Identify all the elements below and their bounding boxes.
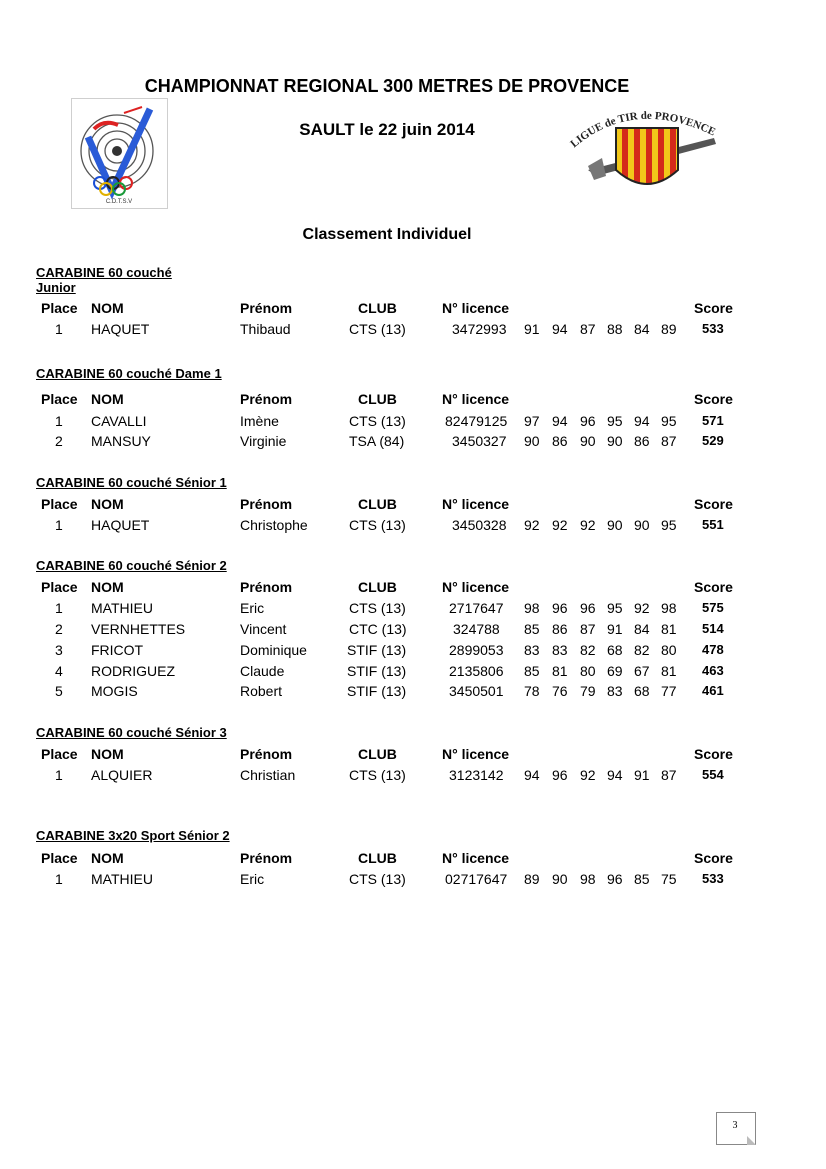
series-6: 95 — [661, 517, 677, 533]
total-score: 551 — [702, 517, 724, 532]
col-nom: NOM — [91, 391, 124, 407]
place-cell: 1 — [55, 321, 63, 337]
series-2: 94 — [552, 321, 568, 337]
page-title: CHAMPIONNAT REGIONAL 300 METRES DE PROVENCE — [144, 76, 630, 96]
total-score: 463 — [702, 663, 724, 678]
section-title: CARABINE 60 couché Sénior 2 — [36, 558, 227, 573]
col-nom: NOM — [91, 746, 124, 762]
prenom-cell: Robert — [240, 683, 283, 699]
series-6: 80 — [661, 642, 677, 658]
series-4: 96 — [607, 871, 623, 887]
total-score: 533 — [702, 871, 724, 886]
col-club: CLUB — [358, 300, 397, 316]
col-place: Place — [41, 391, 78, 407]
col-prenom: Prénom — [240, 496, 293, 512]
series-1: 83 — [524, 642, 540, 658]
series-5: 85 — [634, 871, 650, 887]
nom-cell: CAVALLI — [91, 413, 147, 429]
place-cell: 3 — [55, 642, 63, 658]
col-place: Place — [41, 850, 78, 866]
col-club: CLUB — [358, 579, 397, 595]
series-5: 84 — [634, 321, 650, 337]
prenom-cell: Virginie — [240, 433, 287, 449]
place-cell: 1 — [55, 767, 63, 783]
col-club: CLUB — [358, 850, 397, 866]
place-cell: 1 — [55, 600, 63, 616]
ranking-heading: Classement Individuel — [302, 226, 472, 243]
series-6: 89 — [661, 321, 677, 337]
series-4: 91 — [607, 621, 623, 637]
prenom-cell: Christian — [240, 767, 296, 783]
series-3: 80 — [580, 663, 596, 679]
series-5: 90 — [634, 517, 650, 533]
licence-cell: 2135806 — [449, 663, 504, 679]
series-6: 87 — [661, 767, 677, 783]
series-5: 68 — [634, 683, 650, 699]
nom-cell: HAQUET — [91, 321, 150, 337]
nom-cell: VERNHETTES — [91, 621, 186, 637]
series-1: 97 — [524, 413, 540, 429]
logo-caption: C.D.T.S.V — [105, 199, 133, 205]
place-cell: 2 — [55, 433, 63, 449]
nom-cell: FRICOT — [91, 642, 144, 658]
col-club: CLUB — [358, 746, 397, 762]
series-6: 87 — [661, 433, 677, 449]
series-2: 81 — [552, 663, 568, 679]
series-3: 87 — [580, 321, 596, 337]
series-2: 86 — [552, 433, 568, 449]
section-title: CARABINE 60 couché Dame 1 — [36, 366, 222, 381]
prenom-cell: Imène — [240, 413, 279, 429]
series-3: 96 — [580, 600, 596, 616]
col-place: Place — [41, 496, 78, 512]
series-2: 90 — [552, 871, 568, 887]
series-4: 90 — [607, 433, 623, 449]
club-cell: STIF (13) — [347, 642, 407, 658]
col-score: Score — [694, 391, 733, 407]
nom-cell: MANSUY — [91, 433, 151, 449]
prenom-cell: Vincent — [240, 621, 287, 637]
col-prenom: Prénom — [240, 850, 293, 866]
series-1: 91 — [524, 321, 540, 337]
series-5: 94 — [634, 413, 650, 429]
series-4: 83 — [607, 683, 623, 699]
col-prenom: Prénom — [240, 579, 293, 595]
col-club: CLUB — [358, 391, 397, 407]
series-5: 82 — [634, 642, 650, 658]
series-1: 94 — [524, 767, 540, 783]
total-score: 514 — [702, 621, 724, 636]
logo-arc-text: LIGUE de TIR de PROVENCE — [568, 109, 718, 151]
place-cell: 4 — [55, 663, 63, 679]
series-6: 95 — [661, 413, 677, 429]
series-5: 84 — [634, 621, 650, 637]
series-6: 81 — [661, 663, 677, 679]
licence-cell: 3450501 — [449, 683, 504, 699]
col-score: Score — [694, 300, 733, 316]
total-score: 478 — [702, 642, 724, 657]
col-licence: N° licence — [442, 300, 510, 316]
section-title: CARABINE 60 couché Sénior 1 — [36, 475, 227, 490]
col-score: Score — [694, 746, 733, 762]
place-cell: 1 — [55, 413, 63, 429]
series-6: 81 — [661, 621, 677, 637]
col-score: Score — [694, 850, 733, 866]
prenom-cell: Dominique — [240, 642, 307, 658]
series-2: 96 — [552, 600, 568, 616]
series-5: 92 — [634, 600, 650, 616]
series-4: 95 — [607, 413, 623, 429]
club-cell: CTS (13) — [349, 871, 406, 887]
series-2: 92 — [552, 517, 568, 533]
total-score: 554 — [702, 767, 724, 782]
col-place: Place — [41, 579, 78, 595]
col-prenom: Prénom — [240, 391, 293, 407]
series-1: 90 — [524, 433, 540, 449]
total-score: 529 — [702, 433, 724, 448]
licence-cell: 82479125 — [445, 413, 508, 429]
place-cell: 2 — [55, 621, 63, 637]
series-1: 85 — [524, 663, 540, 679]
prenom-cell: Eric — [240, 600, 265, 616]
series-3: 87 — [580, 621, 596, 637]
col-nom: NOM — [91, 300, 124, 316]
club-cell: TSA (84) — [349, 433, 405, 449]
total-score: 571 — [702, 413, 724, 428]
col-club: CLUB — [358, 496, 397, 512]
series-3: 96 — [580, 413, 596, 429]
series-2: 76 — [552, 683, 568, 699]
club-cell: CTC (13) — [349, 621, 407, 637]
series-1: 85 — [524, 621, 540, 637]
licence-cell: 3472993 — [452, 321, 507, 337]
nom-cell: MATHIEU — [91, 871, 153, 887]
total-score: 575 — [702, 600, 724, 615]
place-cell: 1 — [55, 871, 63, 887]
nom-cell: RODRIGUEZ — [91, 663, 175, 679]
series-3: 79 — [580, 683, 596, 699]
total-score: 461 — [702, 683, 724, 698]
club-cell: STIF (13) — [347, 663, 407, 679]
col-nom: NOM — [91, 579, 124, 595]
col-nom: NOM — [91, 850, 124, 866]
series-3: 82 — [580, 642, 596, 658]
col-licence: N° licence — [442, 496, 510, 512]
licence-cell: 3450327 — [452, 433, 507, 449]
cdtsv-logo — [71, 98, 168, 209]
series-4: 69 — [607, 663, 623, 679]
licence-cell: 02717647 — [445, 871, 508, 887]
section-title: CARABINE 60 couché Sénior 3 — [36, 725, 227, 740]
series-3: 92 — [580, 767, 596, 783]
ligue-provence-logo — [566, 100, 728, 196]
series-4: 94 — [607, 767, 623, 783]
total-score: 533 — [702, 321, 724, 336]
club-cell: CTS (13) — [349, 413, 406, 429]
col-licence: N° licence — [442, 391, 510, 407]
series-3: 90 — [580, 433, 596, 449]
series-5: 67 — [634, 663, 650, 679]
event-subtitle: SAULT le 22 juin 2014 — [299, 120, 475, 139]
prenom-cell: Eric — [240, 871, 265, 887]
series-5: 86 — [634, 433, 650, 449]
club-cell: CTS (13) — [349, 517, 406, 533]
licence-cell: 3123142 — [449, 767, 504, 783]
series-4: 88 — [607, 321, 623, 337]
series-1: 78 — [524, 683, 540, 699]
col-place: Place — [41, 300, 78, 316]
series-6: 75 — [661, 871, 677, 887]
series-1: 89 — [524, 871, 540, 887]
club-cell: STIF (13) — [347, 683, 407, 699]
series-6: 98 — [661, 600, 677, 616]
section-title: CARABINE 60 couché — [36, 265, 172, 280]
licence-cell: 324788 — [453, 621, 500, 637]
licence-cell: 2717647 — [449, 600, 504, 616]
series-2: 83 — [552, 642, 568, 658]
series-2: 86 — [552, 621, 568, 637]
col-nom: NOM — [91, 496, 124, 512]
place-cell: 5 — [55, 683, 63, 699]
nom-cell: HAQUET — [91, 517, 150, 533]
nom-cell: MATHIEU — [91, 600, 153, 616]
series-4: 95 — [607, 600, 623, 616]
col-licence: N° licence — [442, 579, 510, 595]
series-4: 68 — [607, 642, 623, 658]
col-prenom: Prénom — [240, 300, 293, 316]
series-6: 77 — [661, 683, 677, 699]
series-3: 98 — [580, 871, 596, 887]
series-1: 98 — [524, 600, 540, 616]
series-4: 90 — [607, 517, 623, 533]
club-cell: CTS (13) — [349, 600, 406, 616]
nom-cell: MOGIS — [91, 683, 138, 699]
col-place: Place — [41, 746, 78, 762]
col-score: Score — [694, 496, 733, 512]
series-5: 91 — [634, 767, 650, 783]
col-licence: N° licence — [442, 850, 510, 866]
prenom-cell: Christophe — [240, 517, 308, 533]
prenom-cell: Thibaud — [240, 321, 291, 337]
place-cell: 1 — [55, 517, 63, 533]
club-cell: CTS (13) — [349, 767, 406, 783]
series-3: 92 — [580, 517, 596, 533]
col-score: Score — [694, 579, 733, 595]
licence-cell: 2899053 — [449, 642, 504, 658]
col-prenom: Prénom — [240, 746, 293, 762]
section-subtitle: Junior — [36, 280, 76, 295]
prenom-cell: Claude — [240, 663, 285, 679]
series-2: 94 — [552, 413, 568, 429]
nom-cell: ALQUIER — [91, 767, 153, 783]
col-licence: N° licence — [442, 746, 510, 762]
series-2: 96 — [552, 767, 568, 783]
licence-cell: 3450328 — [452, 517, 507, 533]
club-cell: CTS (13) — [349, 321, 406, 337]
series-1: 92 — [524, 517, 540, 533]
section-title: CARABINE 3x20 Sport Sénior 2 — [36, 828, 230, 843]
page-number: 3 — [732, 1120, 738, 1131]
